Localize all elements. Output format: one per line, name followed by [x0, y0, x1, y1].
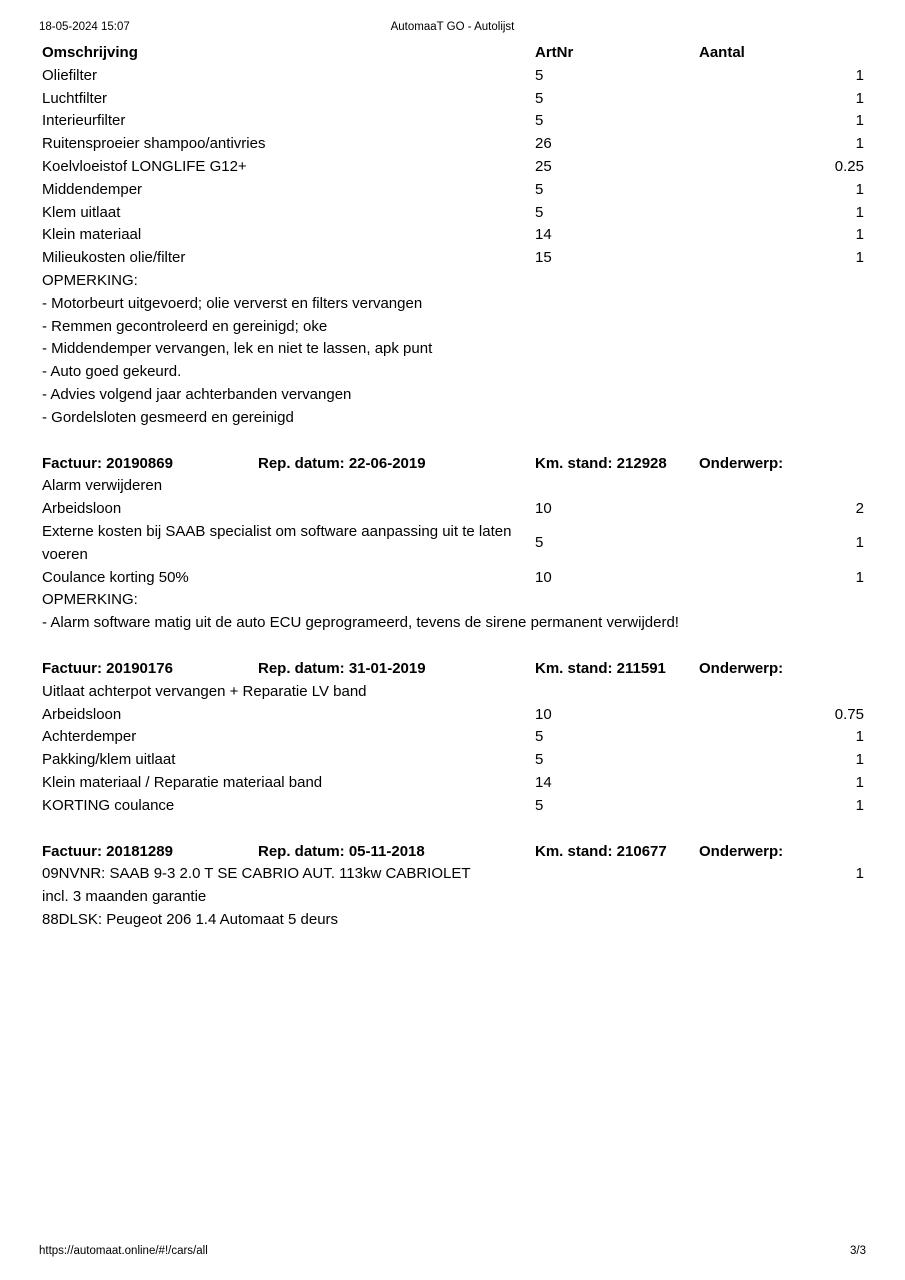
item-description: Interieurfilter: [42, 112, 126, 130]
line-item: [42, 795, 864, 818]
item-quantity: 1: [855, 773, 864, 791]
item-artnr: 10: [535, 568, 552, 586]
repair-date: Rep. datum: 22-06-2019: [258, 454, 426, 472]
note-line: incl. 3 maanden garantie: [42, 888, 207, 906]
remark-line: - Remmen gecontroleerd en gereinigd; oke: [42, 317, 328, 335]
subject-label: Onderwerp:: [699, 454, 784, 472]
item-description: Klein materiaal / Reparatie materiaal band: [42, 773, 323, 791]
item-quantity: 1: [855, 66, 864, 84]
line-item: [42, 704, 864, 727]
item-description: KORTING coulance: [42, 796, 175, 814]
invoice-subject: Alarm verwijderen: [42, 477, 163, 495]
item-artnr: 14: [535, 226, 552, 244]
invoice-number: Factuur: 20181289: [42, 842, 173, 860]
item-artnr: 5: [535, 796, 544, 814]
mileage: Km. stand: 212928: [535, 454, 667, 472]
invoice-subject: Uitlaat achterpot vervangen + Reparatie LV band: [42, 682, 367, 700]
item-quantity: 1: [855, 180, 864, 198]
item-description: Koelvloeistof LONGLIFE G12+: [42, 157, 247, 175]
item-description: Klein materiaal: [42, 226, 142, 244]
item-quantity: 1: [855, 249, 864, 267]
invoice-header: [42, 841, 864, 864]
item-description: Oliefilter: [42, 66, 98, 84]
item-artnr: 5: [535, 89, 544, 107]
item-quantity: 2: [855, 500, 864, 518]
item-quantity: 1: [855, 89, 864, 107]
item-description: Middendemper: [42, 180, 143, 198]
item-artnr: 10: [535, 500, 552, 518]
line-item: [42, 110, 864, 133]
item-quantity: 1: [855, 112, 864, 130]
item-artnr: 5: [535, 203, 544, 221]
item-artnr: 5: [535, 112, 544, 130]
repair-date: Rep. datum: 05-11-2018: [258, 842, 425, 860]
item-description: Externe kosten bij SAAB specialist om software aanpassing uit te laten voeren: [42, 522, 512, 563]
line-item: [42, 749, 864, 772]
item-description: Luchtfilter: [42, 89, 108, 107]
remark-line: - Alarm software matig uit de auto ECU geprogrameerd, tevens de sirene permanent verwijderd!: [42, 614, 679, 632]
print-header: [39, 21, 866, 35]
item-quantity: 0.75: [834, 705, 864, 723]
note-line: 88DLSK: Peugeot 206 1.4 Automaat 5 deurs: [42, 910, 339, 928]
item-quantity: 1: [855, 534, 864, 552]
item-artnr: 5: [535, 180, 544, 198]
item-quantity: 1: [855, 568, 864, 586]
invoice-number: Factuur: 20190176: [42, 659, 173, 677]
line-item: [42, 521, 864, 567]
line-item: [42, 247, 864, 270]
item-quantity: 1: [855, 226, 864, 244]
line-item: [42, 156, 864, 179]
item-description: Coulance korting 50%: [42, 568, 189, 586]
print-url: https://automaat.online/#!/cars/all: [39, 1245, 208, 1257]
remark-line: - Middendemper vervangen, lek en niet te lassen, apk punt: [42, 340, 433, 358]
mileage: Km. stand: 211591: [535, 659, 666, 677]
subject-label: Onderwerp:: [699, 659, 784, 677]
item-description: 09NVNR: SAAB 9-3 2.0 T SE CABRIO AUT. 113kw CABRIOLET: [42, 865, 471, 883]
line-item: [42, 65, 864, 88]
item-quantity: 1: [855, 751, 864, 769]
item-description: Ruitensproeier shampoo/antivries: [42, 135, 266, 153]
item-artnr: 25: [535, 157, 552, 175]
item-artnr: 5: [535, 751, 544, 769]
remark-line: - Auto goed gekeurd.: [42, 363, 182, 381]
item-description: Arbeidsloon: [42, 500, 122, 518]
column-header-description: Omschrijving: [42, 44, 138, 61]
item-description: Klem uitlaat: [42, 203, 121, 221]
line-item: [42, 224, 864, 247]
item-quantity: 1: [855, 203, 864, 221]
line-item: [42, 567, 864, 590]
print-footer: [39, 1245, 866, 1259]
item-artnr: 5: [535, 66, 544, 84]
section-spacer: [42, 430, 864, 453]
column-header-artnr: ArtNr: [535, 44, 574, 61]
invoice-header: [42, 658, 864, 681]
section-spacer: [42, 818, 864, 841]
item-description: Pakking/klem uitlaat: [42, 751, 176, 769]
item-artnr: 26: [535, 135, 552, 153]
item-quantity: 1: [855, 865, 864, 883]
print-title: AutomaaT GO - Autolijst: [390, 21, 515, 33]
line-item: [42, 772, 864, 795]
remark-line: - Advies volgend jaar achterbanden vervangen: [42, 385, 352, 403]
remark-heading: OPMERKING:: [42, 591, 138, 609]
subject-label: Onderwerp:: [699, 842, 784, 860]
line-item: [42, 202, 864, 225]
line-item: [42, 133, 864, 156]
page-number: 3/3: [850, 1245, 866, 1257]
remark-line: - Motorbeurt uitgevoerd; olie ververst en filters vervangen: [42, 294, 423, 312]
invoice-header: [42, 453, 864, 476]
item-description: Milieukosten olie/filter: [42, 249, 186, 267]
line-item: [42, 179, 864, 202]
invoice-list: [42, 42, 864, 932]
item-artnr: 14: [535, 773, 552, 791]
mileage: Km. stand: 210677: [535, 842, 667, 860]
item-quantity: 1: [855, 728, 864, 746]
invoice-number: Factuur: 20190869: [42, 454, 173, 472]
item-artnr: 10: [535, 705, 552, 723]
column-header-quantity: Aantal: [699, 44, 745, 61]
item-description: Achterdemper: [42, 728, 137, 746]
section-spacer: [42, 635, 864, 658]
item-artnr: 5: [535, 534, 544, 552]
item-quantity: 1: [855, 135, 864, 153]
item-quantity: 0.25: [834, 157, 864, 175]
line-item: [42, 726, 864, 749]
item-artnr: 5: [535, 728, 544, 746]
print-datetime: 18-05-2024 15:07: [39, 21, 130, 33]
line-item: [42, 88, 864, 111]
remark-line: - Gordelsloten gesmeerd en gereinigd: [42, 408, 294, 426]
item-artnr: 15: [535, 249, 552, 267]
item-quantity: 1: [855, 796, 864, 814]
line-item: [42, 498, 864, 521]
remark-heading: OPMERKING:: [42, 271, 138, 289]
column-header-row: [42, 42, 864, 65]
line-item: [42, 863, 864, 886]
item-description: Arbeidsloon: [42, 705, 122, 723]
repair-date: Rep. datum: 31-01-2019: [258, 659, 426, 677]
